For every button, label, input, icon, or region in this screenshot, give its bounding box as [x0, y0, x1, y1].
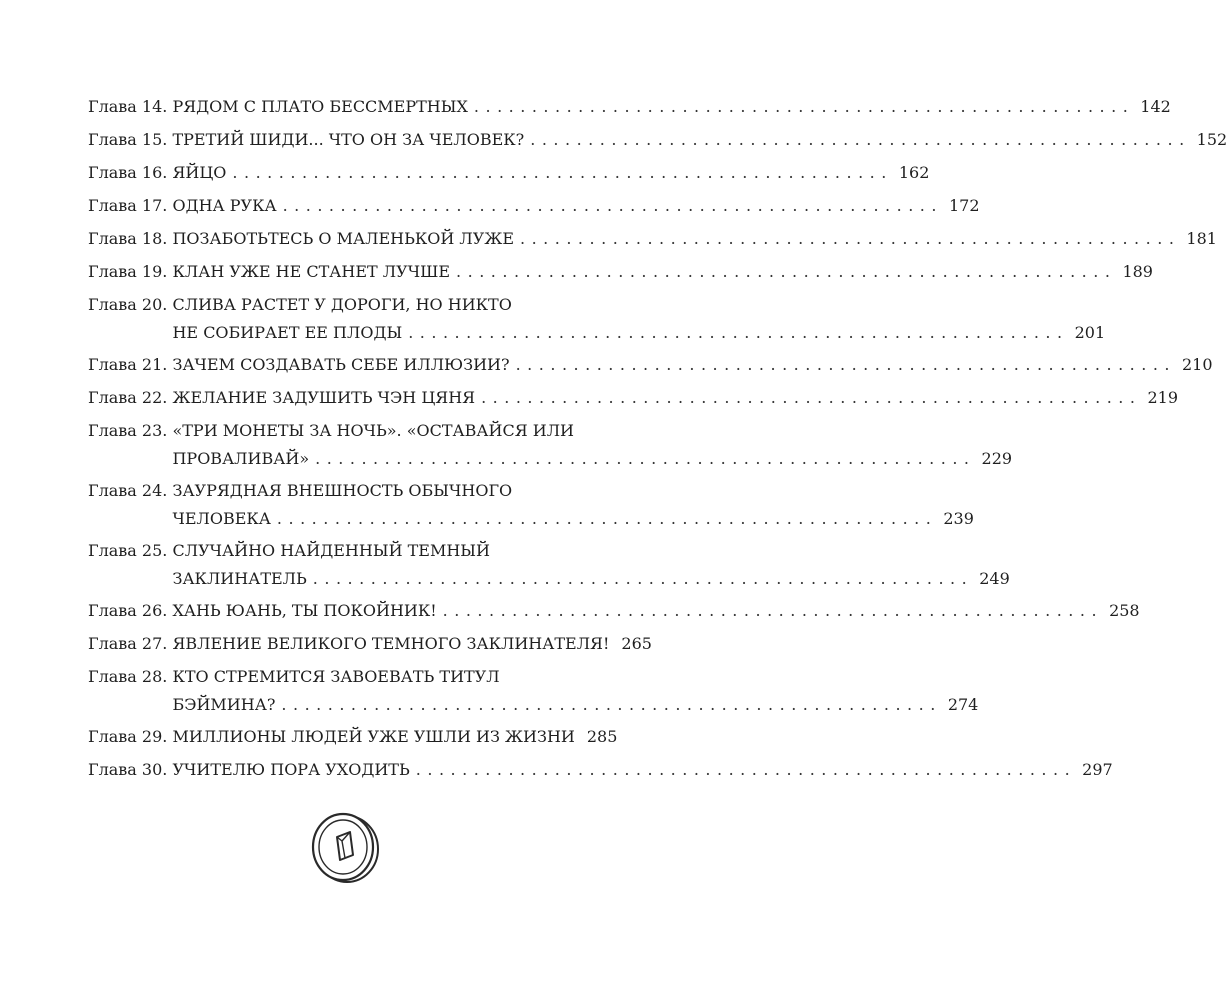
- chapter-title-continued: ЗАКЛИНАТЕЛЬ: [172, 569, 307, 588]
- chapter-title: СЛИВА РАСТЕТ У ДОРОГИ, НО НИКТО: [172, 295, 512, 314]
- toc-entry: [88, 477, 974, 533]
- chapter-title-continued: ЧЕЛОВЕКА: [172, 509, 271, 528]
- leader-dots: .........................................................: [408, 323, 1069, 342]
- toc-entry: [88, 417, 1013, 473]
- leader-dots: .........................................................: [232, 163, 893, 182]
- leader-dots: .........................................................: [530, 130, 1191, 149]
- chapter-number: Глава 15.: [88, 130, 173, 149]
- leader-dots: .........................................................: [481, 388, 1142, 407]
- page-number: 172: [948, 196, 980, 215]
- chapter-title: ОДНА РУКА: [172, 196, 277, 215]
- chapter-title-continued: ПРОВАЛИВАЙ»: [172, 449, 310, 468]
- toc-entry: [88, 537, 1010, 593]
- chapter-title: СЛУЧАЙНО НАЙДЕННЫЙ ТЕМНЫЙ: [172, 541, 490, 560]
- page-number: 152: [1196, 130, 1227, 149]
- chapter-number: Глава 14.: [88, 97, 173, 116]
- chapter-title: ПОЗАБОТЬТЕСЬ О МАЛЕНЬКОЙ ЛУЖЕ: [172, 229, 514, 248]
- leader-dots: .........................................................: [312, 569, 974, 588]
- chapter-number: Глава 26.: [88, 601, 173, 620]
- chapter-title: ТРЕТИЙ ШИДИ... ЧТО ОН ЗА ЧЕЛОВЕК?: [172, 130, 525, 149]
- coin-icon: [310, 811, 380, 885]
- chapter-title: ЖЕЛАНИЕ ЗАДУШИТЬ ЧЭН ЦЯНЯ: [172, 388, 476, 407]
- chapter-number: Глава 29.: [88, 727, 173, 746]
- leader-dots: .........................................................: [315, 449, 976, 468]
- chapter-title: ЯВЛЕНИЕ ВЕЛИКОГО ТЕМНОГО ЗАКЛИНАТЕЛЯ!: [172, 634, 610, 653]
- page-number: 189: [1122, 262, 1153, 281]
- toc-entry: [88, 756, 1113, 784]
- page-number: 285: [586, 727, 618, 746]
- chapter-number: Глава 17.: [88, 196, 173, 215]
- page-number: 210: [1182, 355, 1213, 374]
- chapter-number: Глава 19.: [88, 262, 173, 281]
- leader-dots: .........................................................: [473, 97, 1135, 116]
- page-number: 162: [898, 163, 930, 182]
- page-number: 201: [1074, 323, 1106, 342]
- toc-entry: [88, 159, 930, 187]
- page-number: 181: [1186, 229, 1217, 248]
- chapter-number: Глава 20.: [88, 295, 173, 314]
- page-number: 142: [1140, 97, 1171, 116]
- leader-dots: .........................................................: [515, 355, 1176, 374]
- page-number: 219: [1147, 388, 1179, 407]
- chapter-title: ЯЙЦО: [172, 163, 227, 182]
- chapter-title: «ТРИ МОНЕТЫ ЗА НОЧЬ». «ОСТАВАЙСЯ ИЛИ: [172, 421, 574, 440]
- chapter-number: Глава 23.: [88, 421, 173, 440]
- toc-entry: [88, 126, 1227, 154]
- page-number: 229: [981, 449, 1013, 468]
- leader-dots: .........................................................: [442, 601, 1104, 620]
- leader-dots: .........................................................: [281, 695, 942, 714]
- chapter-title-continued: НЕ СОБИРАЕТ ЕЕ ПЛОДЫ: [172, 323, 403, 342]
- chapter-title: ЗАУРЯДНАЯ ВНЕШНОСТЬ ОБЫЧНОГО: [172, 481, 513, 500]
- toc-entry: [88, 258, 1153, 286]
- page-number: 239: [943, 509, 974, 528]
- page-number: 258: [1109, 601, 1140, 620]
- chapter-number: Глава 21.: [88, 355, 173, 374]
- toc-entry: [88, 597, 1140, 625]
- toc-entry: [88, 192, 980, 220]
- toc-entry: [88, 351, 1213, 379]
- chapter-number: Глава 30.: [88, 760, 173, 779]
- toc-entry: [88, 630, 652, 658]
- chapter-title: МИЛЛИОНЫ ЛЮДЕЙ УЖЕ УШЛИ ИЗ ЖИЗНИ: [172, 727, 575, 746]
- table-of-contents: [88, 93, 1227, 789]
- chapter-number: Глава 27.: [88, 634, 173, 653]
- leader-dots: .........................................................: [520, 229, 1181, 248]
- chapter-title: РЯДОМ С ПЛАТО БЕССМЕРТНЫХ: [172, 97, 468, 116]
- chapter-number: Глава 16.: [88, 163, 173, 182]
- toc-entry: [88, 663, 979, 719]
- page-number: 274: [947, 695, 979, 714]
- toc-entry: [88, 225, 1217, 253]
- chapter-title: ЗАЧЕМ СОЗДАВАТЬ СЕБЕ ИЛЛЮЗИИ?: [172, 355, 510, 374]
- chapter-number: Глава 25.: [88, 541, 173, 560]
- chapter-number: Глава 18.: [88, 229, 173, 248]
- chapter-number: Глава 22.: [88, 388, 173, 407]
- toc-entry: [88, 291, 1106, 347]
- chapter-number: Глава 28.: [88, 667, 173, 686]
- chapter-title: ХАНЬ ЮАНЬ, ТЫ ПОКОЙНИК!: [172, 601, 437, 620]
- leader-dots: .........................................................: [282, 196, 943, 215]
- page-number: 297: [1082, 760, 1113, 779]
- page-number: 249: [979, 569, 1010, 588]
- toc-entry: [88, 93, 1171, 121]
- chapter-number: Глава 24.: [88, 481, 173, 500]
- leader-dots: .........................................................: [415, 760, 1077, 779]
- chapter-title-continued: БЭЙМИНА?: [172, 695, 276, 714]
- page-number: 265: [621, 634, 652, 653]
- leader-dots: .........................................................: [276, 509, 938, 528]
- chapter-title: УЧИТЕЛЮ ПОРА УХОДИТЬ: [172, 760, 410, 779]
- toc-entry: [88, 723, 618, 751]
- toc-entry: [88, 384, 1179, 412]
- chapter-title: КЛАН УЖЕ НЕ СТАНЕТ ЛУЧШЕ: [172, 262, 451, 281]
- chapter-title: КТО СТРЕМИТСЯ ЗАВОЕВАТЬ ТИТУЛ: [172, 667, 500, 686]
- leader-dots: .........................................................: [456, 262, 1117, 281]
